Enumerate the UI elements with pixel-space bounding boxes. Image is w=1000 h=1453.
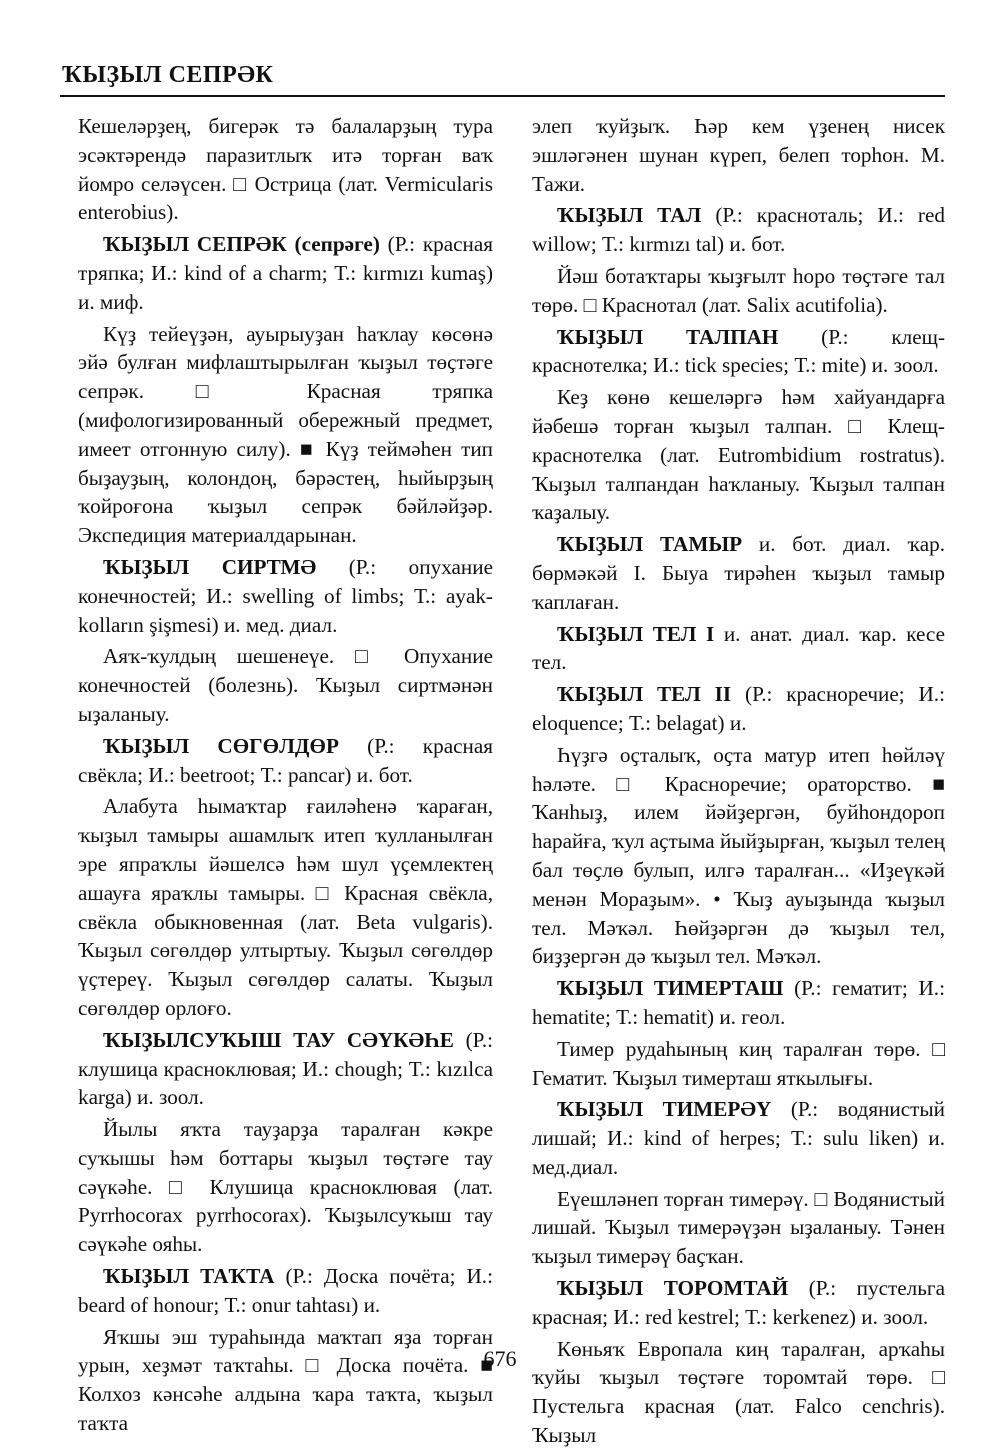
- dictionary-entry: ҠЫҘЫЛ ТАЛ (Р.: красноталь; И.: red willow; Т.: kırmızı tal) и. бот.: [532, 203, 945, 257]
- headword: ҠЫҘЫЛ ТАМЫР: [557, 532, 743, 557]
- headword: ҠЫҘЫЛ ТАЛ: [557, 203, 702, 228]
- paragraph: Еүешләнеп торған тимерәү. □ Водянистый лишай. Ҡыҙыл тимерәүҙән ыҙаланыу. Тәнен ҡыҙыл тимерәү баҫҡан.: [532, 1186, 945, 1269]
- dictionary-entry: ҠЫҘЫЛ ТАМЫР и. бот. диал. ҡар. бөрмәкәй I. Быуа тирәһен ҡыҙыл тамыр ҡаплаған.: [532, 532, 945, 614]
- paragraph: Тимер рудаһының киң таралған төрө. □ Гематит. Ҡыҙыл тимерташ яткылығы.: [532, 1036, 945, 1090]
- paragraph: Кешеләрҙең, бигерәк тә балаларҙың тура эсәктәрендә паразитлыҡ итә торған ваҡ йомро селәүсен. □ Острица (лат. Vermicularis enterobius).: [78, 114, 493, 225]
- dictionary-entry: ҠЫҘЫЛ ТОРОМТАЙ (Р.: пустельга красная; И.: red kestrel; Т.: kerkenez) и. зоол.: [532, 1276, 946, 1329]
- headword: ҠЫҘЫЛ СЕПРӘК (сепрәге): [103, 232, 380, 257]
- paragraph: Яҡшы эш тураһында маҡтап яҙа торған урын, хеҙмәт таҡтаһы. □ Доска почёта. ■ Колхоз кәнсәһе алдына ҡара таҡта, ҡыҙыл таҡта: [78, 1324, 493, 1436]
- dictionary-entry: ҠЫҘЫЛСУҠЫШ ТАУ СӘҮКӘҺЕ (Р.: клушица красноклювая; И.: chough; Т.: kızılca karga) и. зоол.: [78, 1027, 494, 1110]
- dictionary-entry: ҠЫҘЫЛ ТЕЛ I и. анат. диал. ҡар. кесе тел.: [532, 621, 946, 675]
- headword: ҠЫҘЫЛ ТАЛПАН: [557, 324, 779, 349]
- header-rule: [60, 95, 945, 97]
- dictionary-entry: ҠЫҘЫЛ СИРТМӘ (Р.: опухание конечностей; И.: swelling of limbs; Т.: ayak-kolların şişmesi) и. мед. диал.: [78, 554, 494, 637]
- dictionary-entry: ҠЫҘЫЛ ТИМЕРТАШ (Р.: гематит; И.: hematite; Т.: hematit) и. геол.: [532, 976, 945, 1029]
- headword: ҠЫҘЫЛСУҠЫШ ТАУ СӘҮКӘҺЕ: [103, 1027, 454, 1052]
- dictionary-entry: ҠЫҘЫЛ ТАҠТА (Р.: Доска почёта; И.: beard of honour; Т.: onur tahtası) и.: [78, 1264, 493, 1317]
- dictionary-entry: ҠЫҘЫЛ СӨГӨЛДӨР (Р.: красная свёкла; И.: beetroot; Т.: pancar) и. бот.: [78, 733, 493, 787]
- paragraph: Күҙ тейеүҙән, ауырыуҙан һаҡлау көсөнә эйә булған мифлаштырылған ҡыҙыл төҫтәге сепрәк. □ Красная тряпка (мифологизированный обережный предмет, имеет отгонную силу). ■ Күҙ теймәһен тип быҙауҙың, колондоң, бәрәстең, һыйырҙың ҡойроғона ҡыҙыл сепрәк бәйләйҙәр. Экспедиция материалдарынан.: [78, 321, 493, 548]
- paragraph: Алабута һымаҡтар ғаиләһенә ҡараған, ҡыҙыл тамыры ашамлыҡ итеп ҡулланылған эре япраҡлы йәшелсә һәм шул үҫемлектең ашауға яраҡлы тамыры. □ Красная свёкла, свёкла обыкновенная (лат. Beta vulgaris). Ҡыҙыл сөгөлдөр ултыртыу. Ҡыҙыл сөгөлдөр үҫтереү. Ҡыҙыл сөгөлдөр салаты. Ҡыҙыл сөгөлдөр орлоғо.: [78, 794, 493, 1020]
- paragraph: Аяҡ-ҡулдың шешенеүе. □ Опухание конечностей (болезнь). Ҡыҙыл сиртмәнән ыҙаланыу.: [78, 644, 493, 726]
- dictionary-entry: ҠЫҘЫЛ СЕПРӘК (сепрәге) (Р.: красная тряпка; И.: kind of a charm; Т.: kırmızı kumaş) и. миф.: [78, 232, 494, 314]
- headword: ҠЫҘЫЛ ТИМЕРӘҮ: [557, 1097, 772, 1122]
- paragraph: Һүҙгә оҫталыҡ, оҫта матур итеп һөйләү һәләте. □ Красноречие; ораторство. ■ Ҡанһыҙ, илем йәйҙергән, буйһондороп һарайға, ҡул аҫтыма йыйҙырған, ҡыҙыл телең бал төҫлө булып, илгә таралған... «Иҙеүкәй менән Мораҙым». • Ҡыҙ ауыҙында ҡыҙыл тел. Мәҡәл. Һөйҙәргән дә ҡыҙыл тел, биҙҙергән дә ҡыҙыл тел. Мәҡәл.: [532, 742, 945, 969]
- dictionary-entry: ҠЫҘЫЛ ТЕЛ II (Р.: красноречие; И.: eloquence; Т.: belagat) и.: [532, 682, 945, 735]
- headword: ҠЫҘЫЛ ТАҠТА: [103, 1264, 275, 1289]
- running-head: ҠЫҘЫЛ СЕПРӘК: [62, 62, 274, 88]
- paragraph: элеп ҡуйҙыҡ. Һәр кем үҙенең нисек эшләгәнен шунан күреп, белеп торһон. М. Тажи.: [532, 114, 945, 196]
- page-number: 676: [483, 1346, 517, 1371]
- headword: ҠЫҘЫЛ ТИМЕРТАШ: [557, 976, 784, 1001]
- paragraph: Йылы яҡта тауҙарҙа таралған кәкре суҡышы һәм боттары ҡыҙыл төҫтәге тау сәүкәһе. □ Клушица красноклювая (лат. Pyrrhocorax pyrrhocorax). Ҡыҙылсуҡыш тау сәүкәһе ояһы.: [78, 1117, 493, 1257]
- left-column: [78, 112, 493, 1441]
- headword: ҠЫҘЫЛ СИРТМӘ: [103, 554, 317, 579]
- paragraph: Йәш ботаҡтары ҡыҙғылт һоро төҫтәге тал төрө. □ Краснотал (лат. Salix acutifolia).: [532, 263, 945, 317]
- headword: ҠЫҘЫЛ ТЕЛ I: [557, 621, 715, 646]
- dictionary-entry: ҠЫҘЫЛ ТИМЕРӘҮ (Р.: водянистый лишай; И.: kind of herpes; Т.: sulu liken) и. мед.диал.: [532, 1097, 945, 1179]
- headword: ҠЫҘЫЛ ТЕЛ II: [557, 682, 732, 707]
- dictionary-entry: ҠЫҘЫЛ ТАЛПАН (Р.: клещ-краснотелка; И.: tick species; Т.: mite) и. зоол.: [532, 324, 946, 378]
- paragraph: Кеҙ көнө кешеләргә һәм хайуандарға йәбешә торған ҡыҙыл талпан. □ Клещ-краснотелка (лат. Eutrombidium rostratus). Ҡыҙыл талпандан һаҡланыу. Ҡыҙыл талпан ҡаҙалыу.: [532, 385, 945, 525]
- headword: ҠЫҘЫЛ ТОРОМТАЙ: [557, 1276, 789, 1301]
- right-column: [532, 112, 945, 1453]
- paragraph: Көньяҡ Европала киң таралған, арҡаһы ҡуйы ҡыҙыл төҫтәге торомтай төрө. □ Пустельга красная (лат. Falco cenchris). Ҡыҙыл: [532, 1336, 945, 1448]
- headword: ҠЫҘЫЛ СӨГӨЛДӨР: [103, 733, 339, 758]
